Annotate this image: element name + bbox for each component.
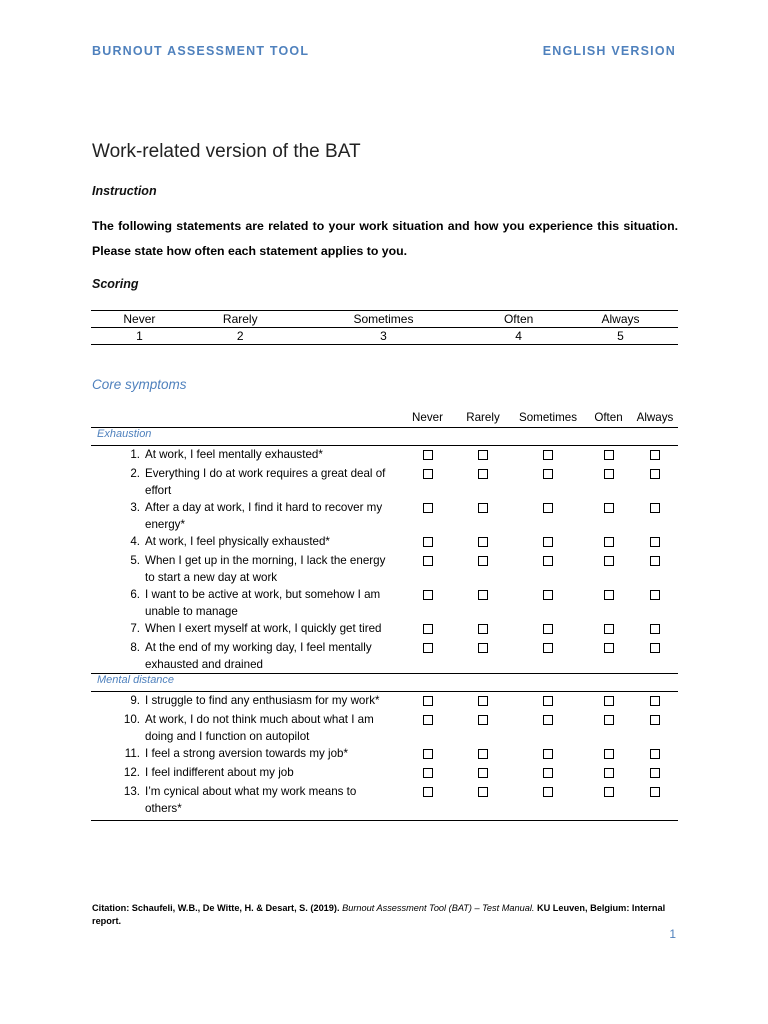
question-text: At work, I do not think much about what I am doing and I function on autopilot bbox=[145, 713, 374, 743]
answer-cell bbox=[632, 620, 678, 639]
scoring-value: 1 bbox=[91, 328, 188, 345]
answer-cell bbox=[585, 711, 632, 745]
answer-cell bbox=[632, 465, 678, 499]
section-title-core-symptoms: Core symptoms bbox=[92, 377, 187, 392]
question-text: When I get up in the morning, I lack the energy to start a new day at work bbox=[145, 554, 386, 584]
questionnaire-table bbox=[91, 408, 678, 821]
checkbox-sometimes[interactable] bbox=[543, 787, 553, 797]
checkbox-sometimes[interactable] bbox=[543, 537, 553, 547]
checkbox-often[interactable] bbox=[604, 503, 614, 513]
question-number: 12. bbox=[123, 766, 140, 779]
checkbox-always[interactable] bbox=[650, 787, 660, 797]
answer-cell bbox=[632, 745, 678, 764]
answer-cell bbox=[400, 639, 455, 674]
question-text: When I exert myself at work, I quickly get tired bbox=[145, 622, 382, 635]
subsection-title: Exhaustion bbox=[97, 428, 152, 440]
checkbox-rarely[interactable] bbox=[478, 590, 488, 600]
empty-header-cell bbox=[91, 408, 145, 428]
question-text: I feel indifferent about my job bbox=[145, 766, 294, 779]
checkbox-often[interactable] bbox=[604, 643, 614, 653]
answer-cell bbox=[400, 552, 455, 586]
checkbox-rarely[interactable] bbox=[478, 469, 488, 479]
question-row bbox=[91, 764, 678, 783]
checkbox-sometimes[interactable] bbox=[543, 590, 553, 600]
answer-cell bbox=[455, 639, 511, 674]
checkbox-rarely[interactable] bbox=[478, 624, 488, 634]
answer-cell bbox=[400, 533, 455, 552]
checkbox-never[interactable] bbox=[423, 503, 433, 513]
column-header-rarely: Rarely bbox=[466, 411, 500, 424]
checkbox-never[interactable] bbox=[423, 624, 433, 634]
question-row bbox=[91, 620, 678, 639]
answer-cell bbox=[585, 692, 632, 712]
question-text: After a day at work, I find it hard to recover my energy* bbox=[145, 501, 383, 531]
empty-header-cell bbox=[145, 408, 400, 428]
checkbox-often[interactable] bbox=[604, 590, 614, 600]
answer-cell bbox=[511, 711, 585, 745]
answer-cell bbox=[585, 499, 632, 533]
checkbox-always[interactable] bbox=[650, 450, 660, 460]
checkbox-always[interactable] bbox=[650, 503, 660, 513]
header-version: ENGLISH VERSION bbox=[542, 44, 676, 58]
answer-cell bbox=[400, 465, 455, 499]
answer-cell bbox=[455, 783, 511, 821]
column-header-always: Always bbox=[636, 411, 674, 424]
checkbox-never[interactable] bbox=[423, 590, 433, 600]
scoring-value: 2 bbox=[188, 328, 293, 345]
answer-cell bbox=[400, 711, 455, 745]
question-number: 8. bbox=[130, 641, 140, 654]
checkbox-often[interactable] bbox=[604, 715, 614, 725]
question-text: At work, I feel mentally exhausted* bbox=[145, 448, 323, 461]
question-text: At the end of my working day, I feel mentally exhausted and drained bbox=[145, 641, 372, 671]
checkbox-often[interactable] bbox=[604, 787, 614, 797]
answer-cell bbox=[632, 692, 678, 712]
question-row bbox=[91, 465, 678, 499]
answer-cell bbox=[632, 586, 678, 620]
question-row bbox=[91, 446, 678, 466]
checkbox-often[interactable] bbox=[604, 556, 614, 566]
answer-cell bbox=[400, 783, 455, 821]
checkbox-always[interactable] bbox=[650, 624, 660, 634]
checkbox-rarely[interactable] bbox=[478, 503, 488, 513]
checkbox-sometimes[interactable] bbox=[543, 749, 553, 759]
checkbox-sometimes[interactable] bbox=[543, 469, 553, 479]
scoring-table bbox=[91, 310, 678, 345]
column-header-often: Often bbox=[594, 411, 623, 424]
question-row bbox=[91, 711, 678, 745]
header-title: BURNOUT ASSESSMENT TOOL bbox=[92, 44, 310, 58]
scoring-heading: Scoring bbox=[92, 277, 139, 291]
subsection-row bbox=[91, 674, 678, 692]
question-text: I’m cynical about what my work means to others* bbox=[145, 783, 400, 821]
answer-cell bbox=[511, 586, 585, 620]
subsection-cell bbox=[91, 674, 678, 692]
checkbox-sometimes[interactable] bbox=[543, 556, 553, 566]
checkbox-often[interactable] bbox=[604, 450, 614, 460]
scoring-label: Often bbox=[474, 311, 563, 328]
answer-cell bbox=[400, 764, 455, 783]
subsection-row bbox=[91, 428, 678, 446]
question-number: 4. bbox=[130, 535, 140, 548]
answer-cell bbox=[632, 783, 678, 821]
answer-cell bbox=[632, 764, 678, 783]
checkbox-always[interactable] bbox=[650, 643, 660, 653]
question-row bbox=[91, 499, 678, 533]
checkbox-rarely[interactable] bbox=[478, 537, 488, 547]
checkbox-sometimes[interactable] bbox=[543, 450, 553, 460]
question-text: I feel a strong aversion towards my job* bbox=[145, 747, 348, 760]
checkbox-rarely[interactable] bbox=[478, 768, 488, 778]
checkbox-sometimes[interactable] bbox=[543, 624, 553, 634]
question-number: 10. bbox=[123, 713, 140, 726]
question-text: I want to be active at work, but somehow I am unable to manage bbox=[145, 588, 381, 618]
question-number: 5. bbox=[130, 554, 140, 567]
answer-cell bbox=[585, 745, 632, 764]
answer-cell bbox=[511, 446, 585, 466]
answer-cell bbox=[585, 783, 632, 821]
answer-cell bbox=[455, 692, 511, 712]
answer-cell bbox=[511, 745, 585, 764]
answer-cell bbox=[400, 620, 455, 639]
answer-cell bbox=[455, 533, 511, 552]
question-row bbox=[91, 533, 678, 552]
question-number: 9. bbox=[130, 694, 140, 707]
checkbox-rarely[interactable] bbox=[478, 450, 488, 460]
question-number: 11. bbox=[124, 747, 140, 760]
question-row bbox=[91, 745, 678, 764]
answer-cell bbox=[585, 552, 632, 586]
checkbox-always[interactable] bbox=[650, 715, 660, 725]
checkbox-sometimes[interactable] bbox=[543, 643, 553, 653]
answer-cell bbox=[455, 499, 511, 533]
citation-publisher: KU Leuven, Belgium: Internal report. bbox=[92, 903, 666, 926]
scoring-values-row bbox=[91, 328, 678, 345]
column-header-never: Never bbox=[412, 411, 443, 424]
page-number: 1 bbox=[669, 927, 676, 941]
answer-cell bbox=[455, 446, 511, 466]
answer-cell bbox=[585, 639, 632, 674]
checkbox-sometimes[interactable] bbox=[543, 715, 553, 725]
checkbox-never[interactable] bbox=[423, 715, 433, 725]
checkbox-rarely[interactable] bbox=[478, 749, 488, 759]
checkbox-always[interactable] bbox=[650, 768, 660, 778]
section-group bbox=[91, 674, 678, 821]
question-number: 2. bbox=[130, 467, 140, 480]
question-text: Everything I do at work requires a great deal of effort bbox=[145, 467, 386, 497]
checkbox-always[interactable] bbox=[650, 537, 660, 547]
question-number: 7. bbox=[130, 622, 140, 635]
answer-cell bbox=[511, 533, 585, 552]
checkbox-never[interactable] bbox=[423, 469, 433, 479]
scoring-label: Never bbox=[91, 311, 188, 328]
checkbox-often[interactable] bbox=[604, 537, 614, 547]
checkbox-always[interactable] bbox=[650, 556, 660, 566]
answer-cell bbox=[511, 465, 585, 499]
answer-cell bbox=[455, 552, 511, 586]
scoring-label: Rarely bbox=[188, 311, 293, 328]
answer-cell bbox=[511, 620, 585, 639]
checkbox-always[interactable] bbox=[650, 696, 660, 706]
page-title: Work-related version of the BAT bbox=[92, 141, 361, 162]
answer-cell bbox=[511, 552, 585, 586]
question-number: 13. bbox=[91, 783, 145, 821]
answer-cell bbox=[455, 711, 511, 745]
answer-cell bbox=[455, 745, 511, 764]
checkbox-always[interactable] bbox=[650, 469, 660, 479]
answer-cell bbox=[585, 465, 632, 499]
checkbox-often[interactable] bbox=[604, 749, 614, 759]
checkbox-never[interactable] bbox=[423, 556, 433, 566]
checkbox-sometimes[interactable] bbox=[543, 503, 553, 513]
checkbox-never[interactable] bbox=[423, 696, 433, 706]
checkbox-rarely[interactable] bbox=[478, 715, 488, 725]
instruction-heading: Instruction bbox=[92, 184, 157, 198]
questionnaire-header-row bbox=[91, 408, 678, 428]
question-number: 3. bbox=[130, 501, 140, 514]
question-row bbox=[91, 639, 678, 674]
answer-cell bbox=[511, 783, 585, 821]
checkbox-rarely[interactable] bbox=[478, 556, 488, 566]
checkbox-often[interactable] bbox=[604, 624, 614, 634]
scoring-value: 5 bbox=[563, 328, 678, 345]
scoring-label: Sometimes bbox=[293, 311, 475, 328]
checkbox-rarely[interactable] bbox=[478, 696, 488, 706]
answer-cell bbox=[455, 465, 511, 499]
answer-cell bbox=[400, 745, 455, 764]
citation-authors: Citation: Schaufeli, W.B., De Witte, H. & Desart, S. (2019). bbox=[92, 903, 340, 913]
answer-cell bbox=[400, 692, 455, 712]
subsection-title: Mental distance bbox=[97, 674, 175, 686]
checkbox-sometimes[interactable] bbox=[543, 768, 553, 778]
checkbox-rarely[interactable] bbox=[478, 787, 488, 797]
answer-cell bbox=[585, 446, 632, 466]
question-number: 6. bbox=[130, 588, 140, 601]
answer-cell bbox=[400, 499, 455, 533]
answer-cell bbox=[585, 533, 632, 552]
citation bbox=[92, 902, 672, 928]
checkbox-never[interactable] bbox=[423, 643, 433, 653]
checkbox-sometimes[interactable] bbox=[543, 696, 553, 706]
checkbox-never[interactable] bbox=[423, 768, 433, 778]
scoring-label: Always bbox=[563, 311, 678, 328]
answer-cell bbox=[585, 586, 632, 620]
answer-cell bbox=[632, 446, 678, 466]
citation-title: Burnout Assessment Tool (BAT) – Test Manual. bbox=[342, 903, 535, 913]
question-row bbox=[91, 586, 678, 620]
checkbox-often[interactable] bbox=[604, 768, 614, 778]
answer-cell bbox=[632, 639, 678, 674]
answer-cell bbox=[632, 552, 678, 586]
section-group bbox=[91, 428, 678, 674]
checkbox-often[interactable] bbox=[604, 469, 614, 479]
question-text: At work, I feel physically exhausted* bbox=[145, 535, 330, 548]
question-row bbox=[91, 692, 678, 712]
subsection-cell bbox=[91, 428, 678, 446]
answer-cell bbox=[632, 533, 678, 552]
checkbox-always[interactable] bbox=[650, 749, 660, 759]
answer-cell bbox=[511, 499, 585, 533]
answer-cell bbox=[632, 711, 678, 745]
checkbox-never[interactable] bbox=[423, 450, 433, 460]
column-header-sometimes: Sometimes bbox=[519, 411, 577, 424]
checkbox-never[interactable] bbox=[423, 749, 433, 759]
checkbox-never[interactable] bbox=[423, 537, 433, 547]
answer-cell bbox=[585, 620, 632, 639]
scoring-value: 3 bbox=[293, 328, 475, 345]
answer-cell bbox=[400, 586, 455, 620]
answer-cell bbox=[511, 639, 585, 674]
question-row bbox=[91, 783, 678, 821]
answer-cell bbox=[455, 764, 511, 783]
checkbox-never[interactable] bbox=[423, 787, 433, 797]
answer-cell bbox=[511, 764, 585, 783]
checkbox-often[interactable] bbox=[604, 696, 614, 706]
answer-cell bbox=[455, 620, 511, 639]
answer-cell bbox=[585, 764, 632, 783]
answer-cell bbox=[400, 446, 455, 466]
question-row bbox=[91, 552, 678, 586]
answer-cell bbox=[632, 499, 678, 533]
scoring-value: 4 bbox=[474, 328, 563, 345]
question-number: 1. bbox=[130, 448, 140, 461]
scoring-labels-row bbox=[91, 311, 678, 328]
answer-cell bbox=[455, 586, 511, 620]
answer-cell bbox=[511, 692, 585, 712]
checkbox-rarely[interactable] bbox=[478, 643, 488, 653]
checkbox-always[interactable] bbox=[650, 590, 660, 600]
question-text: I struggle to find any enthusiasm for my work* bbox=[145, 694, 380, 707]
instruction-text: The following statements are related to your work situation and how you experience this situation. Please state how often each statement applies to you. bbox=[92, 219, 678, 258]
